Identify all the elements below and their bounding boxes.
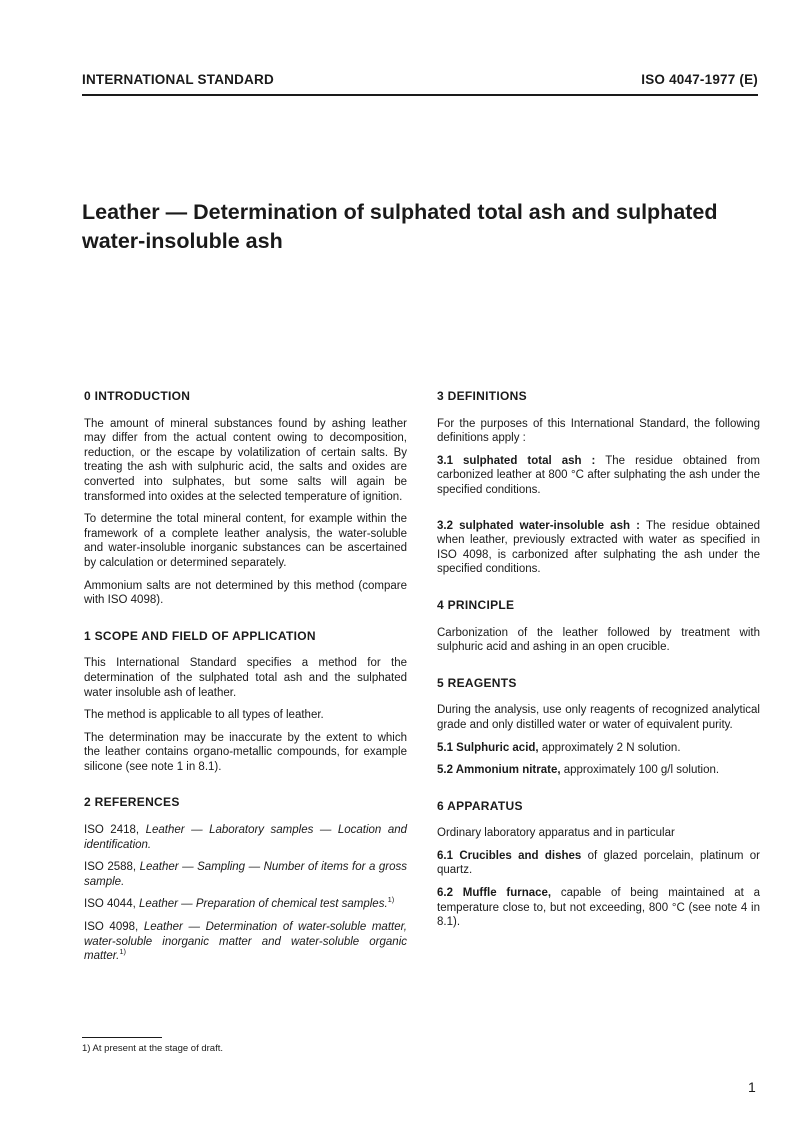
reagent-item [437,763,760,778]
reference-code: ISO 2588, [84,861,140,874]
apparatus-heading: 6 APPARATUS [437,798,523,813]
apparatus-term: 6.1 Crucibles and dishes [437,849,582,862]
reference-title: Leather — Sampling — Number of items for a gross sample. [84,861,408,888]
left-column [84,389,407,972]
definition-text: The residue obtained when leather, previously extracted with water as specified in ISO 4098, is carbonized after sulphating the ash under the specified conditions. [437,519,760,576]
page-header [82,72,758,87]
definition-item [437,519,760,577]
page-number: 1 [748,1079,756,1095]
introduction-heading: 0 INTRODUCTION [84,389,191,403]
reference-item [84,823,407,852]
scope-paragraph: The method is applicable to all types of leather. [84,709,324,722]
definitions-intro: For the purposes of this International Standard, the following definitions apply : [437,417,760,445]
footnote: 1) At present at the stage of draft. [82,1043,224,1054]
apparatus-item [437,886,760,930]
scope-paragraph: This International Standard specifies a method for the determination of the sulphated total ash and the sulphated water insoluble ash of leather. [84,657,407,699]
reagents-paragraph: During the analysis, use only reagents of recognized analytical grade and only distilled water or water of equivalent purity. [437,704,760,731]
header-rule [82,94,758,96]
header-right: ISO 4047-1977 (E) [641,72,758,87]
introduction-paragraph: Ammonium salts are not determined by this method (compare with ISO 4098). [84,579,407,607]
reagent-text: approximately 2 N solution. [538,741,681,754]
reference-code: ISO 4098, [84,921,144,934]
reference-item [84,897,407,912]
reagent-text: approximately 100 g/l solution. [560,764,720,777]
reference-title: Leather — Laboratory samples — Location and identification. [84,824,407,851]
title-line-2: water-insoluble ash [82,229,283,253]
right-column [437,389,760,938]
definitions-heading: 3 DEFINITIONS [437,389,527,403]
title-line-1: Leather — Determination of sulphated total ash and sulphated [82,200,718,224]
apparatus-item [437,849,760,878]
reagent-term: 5.2 Ammonium nitrate, [437,764,561,777]
reagents-heading: 5 REAGENTS [437,675,517,690]
apparatus-term: 6.2 Muffle furnace, [437,887,552,900]
reference-code: ISO 2418, [84,824,146,837]
footnote-marker: 1) [119,947,127,957]
reference-title: Leather — Determination of water-soluble matter, water-soluble inorganic matter and water-soluble organic matter. [84,921,407,963]
references-heading: 2 REFERENCES [84,795,180,810]
reference-title: Leather — Preparation of chemical test samples. [138,898,388,911]
scope-heading: 1 SCOPE AND FIELD OF APPLICATION [84,628,316,643]
reagent-term: 5.1 Sulphuric acid, [437,741,539,754]
scope-paragraph: The determination may be inaccurate by the extent to which the leather contains organo-metallic compounds, for example silicone (see note 1 in 8.1). [84,731,407,773]
definition-term: 3.1 sulphated total ash : [437,454,596,467]
apparatus-text: capable of being maintained at a temperature close to, but not exceeding, 800 °C (see note 4 in 8.1). [437,887,760,929]
reference-item [84,860,407,889]
definition-term: 3.2 sulphated water-insoluble ash : [437,519,640,532]
header-left: INTERNATIONAL STANDARD [82,72,274,87]
apparatus-text: of glazed porcelain, platinum or quartz. [437,849,760,877]
reagent-item [437,741,760,756]
introduction-paragraph: To determine the total mineral content, for example within the framework of a complete leather analysis, the water-soluble and water-insoluble inorganic substances can be ascertained by calculation or determined separately. [84,513,407,569]
introduction-paragraph: The amount of mineral substances found by ashing leather may differ from the actual content owing to decomposition, reduction, or the escape by volatilization of certain salts. By treating the ash with sulphuric acid, the salts and oxides are converted into sulphates, but some salts will again be transformed into oxides at the selected temperature of ignition. [84,417,407,503]
footnote-rule [82,1037,162,1038]
definition-item [437,454,760,498]
reference-item [84,920,407,964]
apparatus-paragraph: Ordinary laboratory apparatus and in particular [437,827,675,840]
reference-code: ISO 4044, [84,898,139,911]
principle-heading: 4 PRINCIPLE [437,597,515,612]
footnote-marker: 1) [387,895,395,905]
document-title [82,198,772,256]
definition-text: The residue obtained from carbonized leather at 800 °C after sulphating the ash under the specified conditions. [437,454,761,496]
principle-paragraph: Carbonization of the leather followed by treatment with sulphuric acid and ashing in an open crucible. [437,626,760,654]
